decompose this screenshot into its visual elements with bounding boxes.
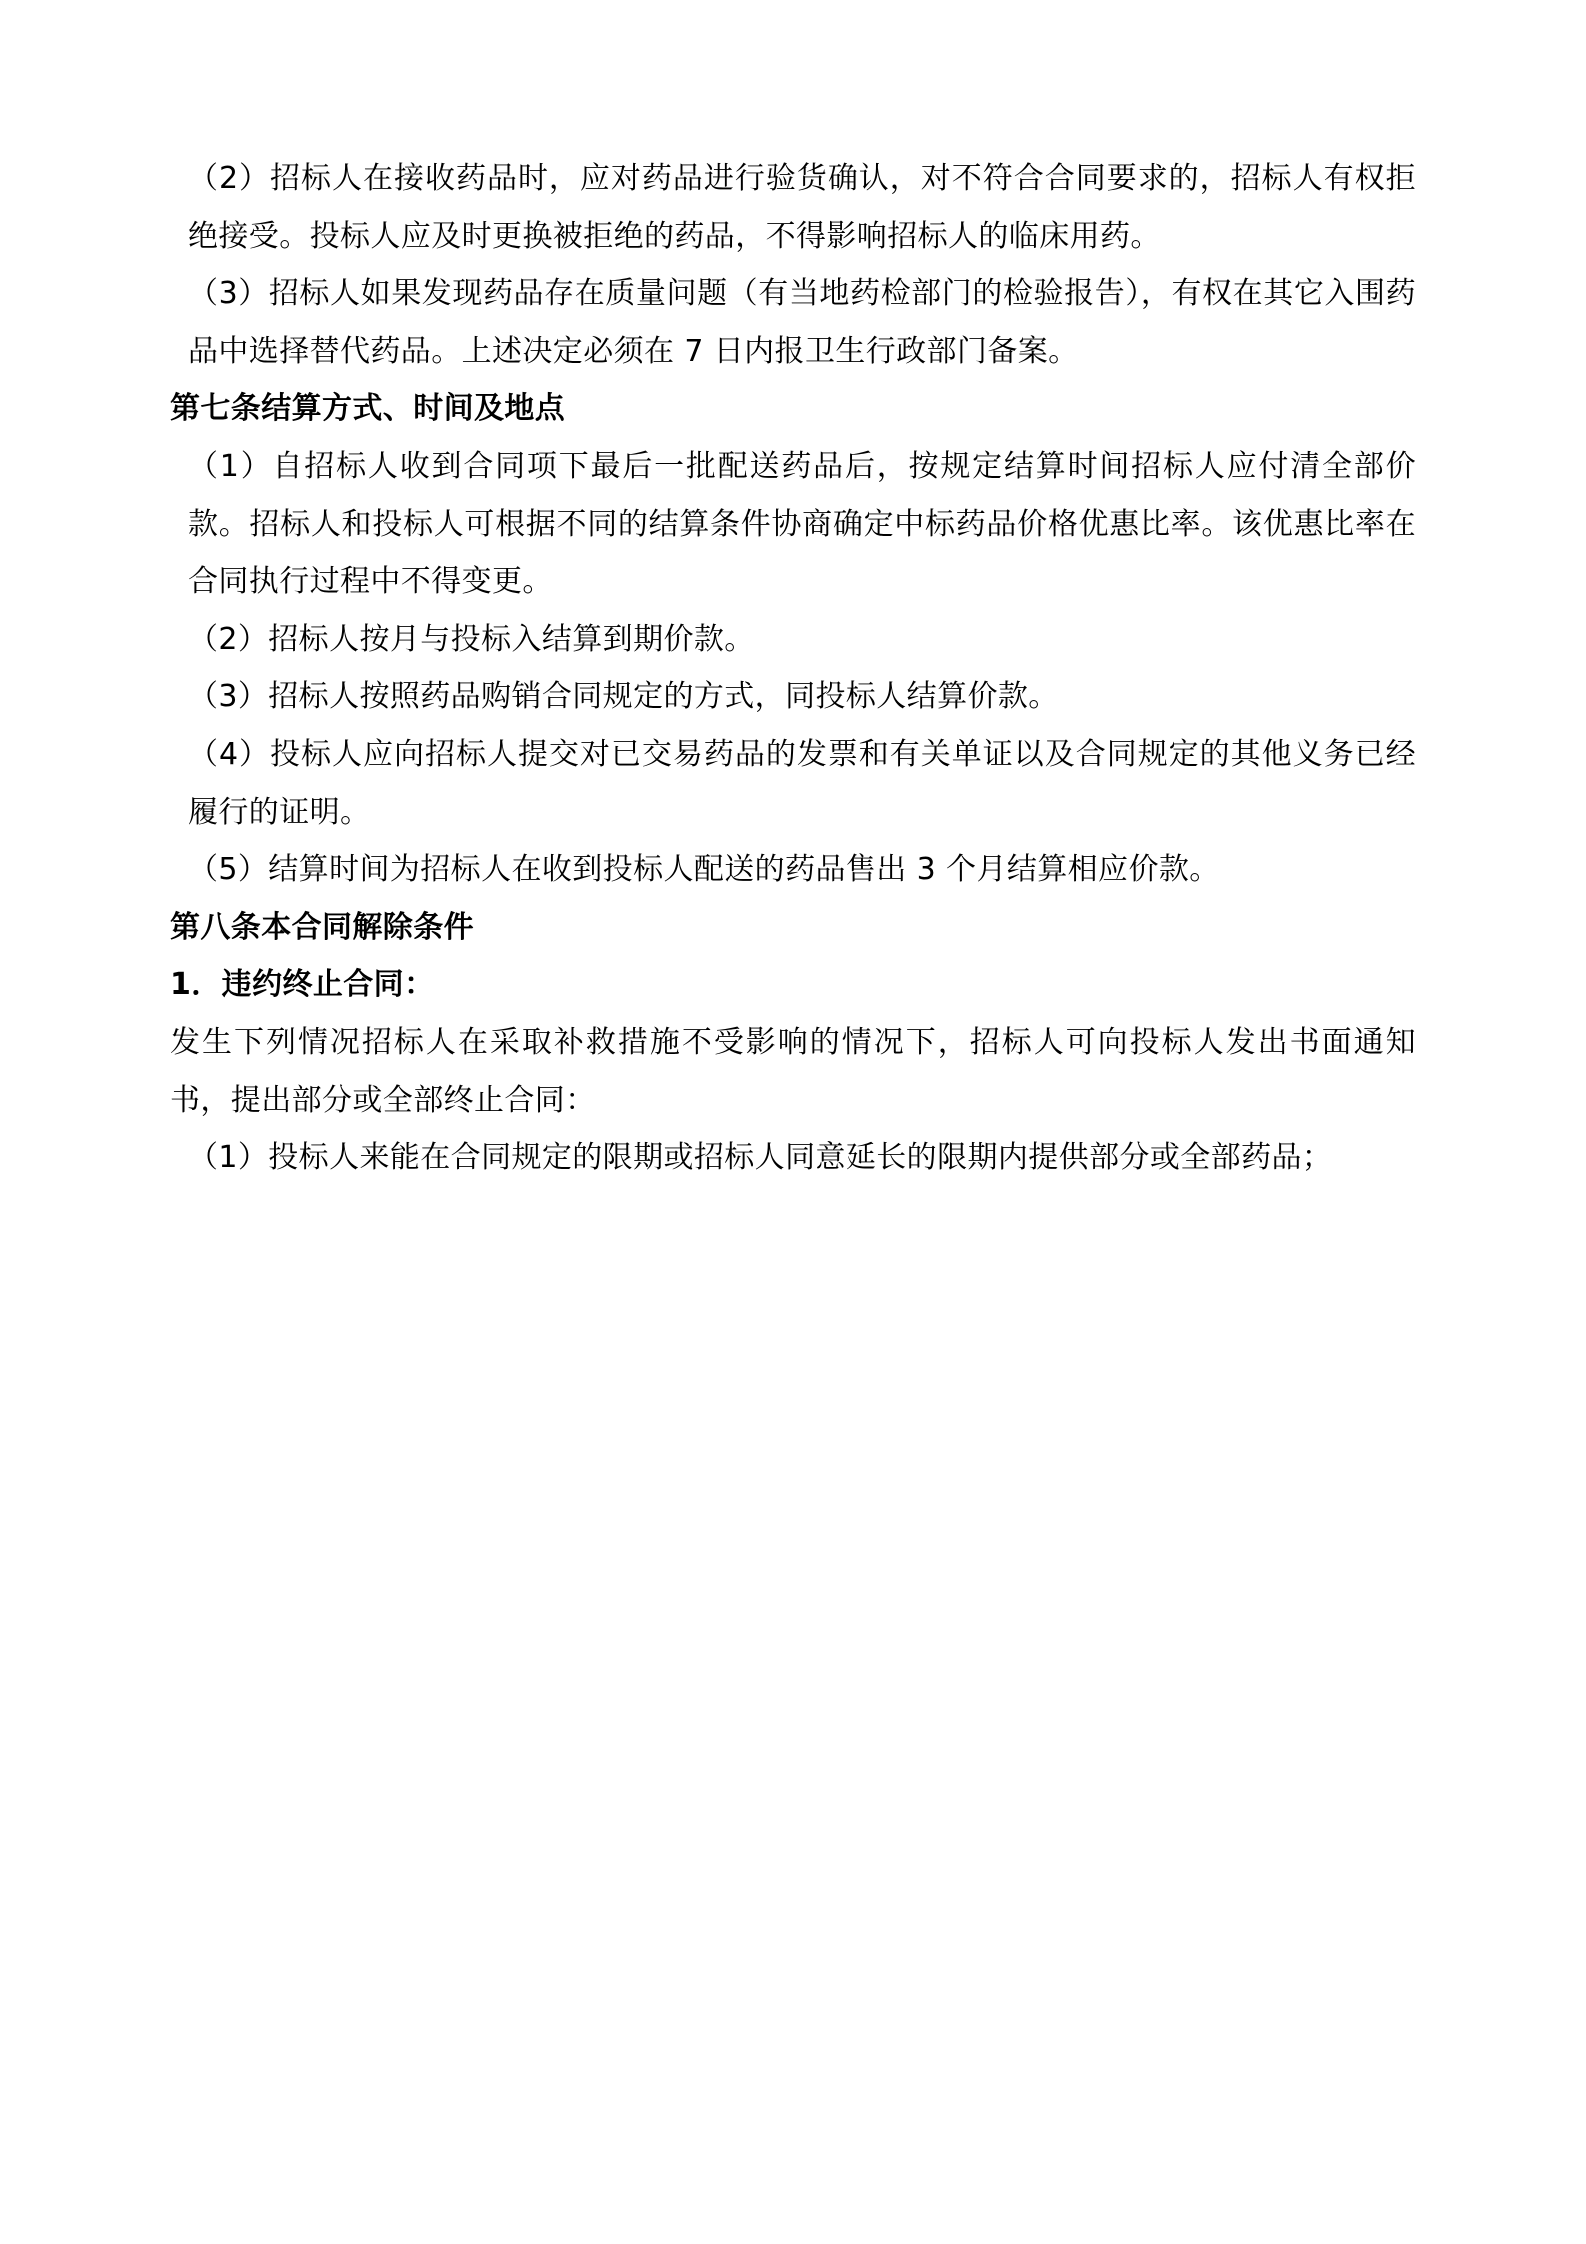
paragraph-clause-3-quality: （3）招标人如果发现药品存在质量问题（有当地药检部门的检验报告），有权在其它入围药品中选择替代药品。上述决定必须在 7 日内报卫生行政部门备案。	[188, 276, 1416, 369]
paragraph-termination-1: （1）投标人来能在合同规定的限期或招标人同意延长的限期内提供部分或全部药品；	[188, 1140, 1333, 1176]
paragraph-settlement-2: （2）招标人按月与投标入结算到期价款。	[188, 621, 755, 657]
paragraph-settlement-1: （1）自招标人收到合同项下最后一批配送药品后，按规定结算时间招标人应付清全部价款。招标人和投标人可根据不同的结算条件协商确定中标药品价格优惠比率。该优惠比率在合同执行过程中不得变更。	[188, 448, 1416, 600]
paragraph-settlement-5: （5）结算时间为招标人在收到投标人配送的药品售出 3 个月结算相应价款。	[188, 852, 1220, 888]
paragraph-settlement-4: （4）投标人应向招标人提交对已交易药品的发票和有关单证以及合同规定的其他义务已经履行的证明。	[188, 736, 1416, 830]
heading-breach-termination: 1．违约终止合同：	[170, 967, 435, 1003]
heading-article-seven: 第七条结算方式、时间及地点	[170, 391, 566, 427]
heading-article-eight: 第八条本合同解除条件	[170, 909, 474, 945]
paragraph-settlement-3: （3）招标人按照药品购销合同规定的方式，同投标人结算价款。	[188, 679, 1059, 715]
paragraph-termination-intro: 发生下列情况招标人在采取补救措施不受影响的情况下，招标人可向投标人发出书面通知书，提出部分或全部终止合同：	[170, 1024, 1416, 1118]
document-body	[170, 150, 1416, 1187]
paragraph-clause-2-receiving: （2）招标人在接收药品时，应对药品进行验货确认，对不符合合同要求的，招标人有权拒绝接受。投标人应及时更换被拒绝的药品，不得影响招标人的临床用药。	[188, 161, 1416, 254]
